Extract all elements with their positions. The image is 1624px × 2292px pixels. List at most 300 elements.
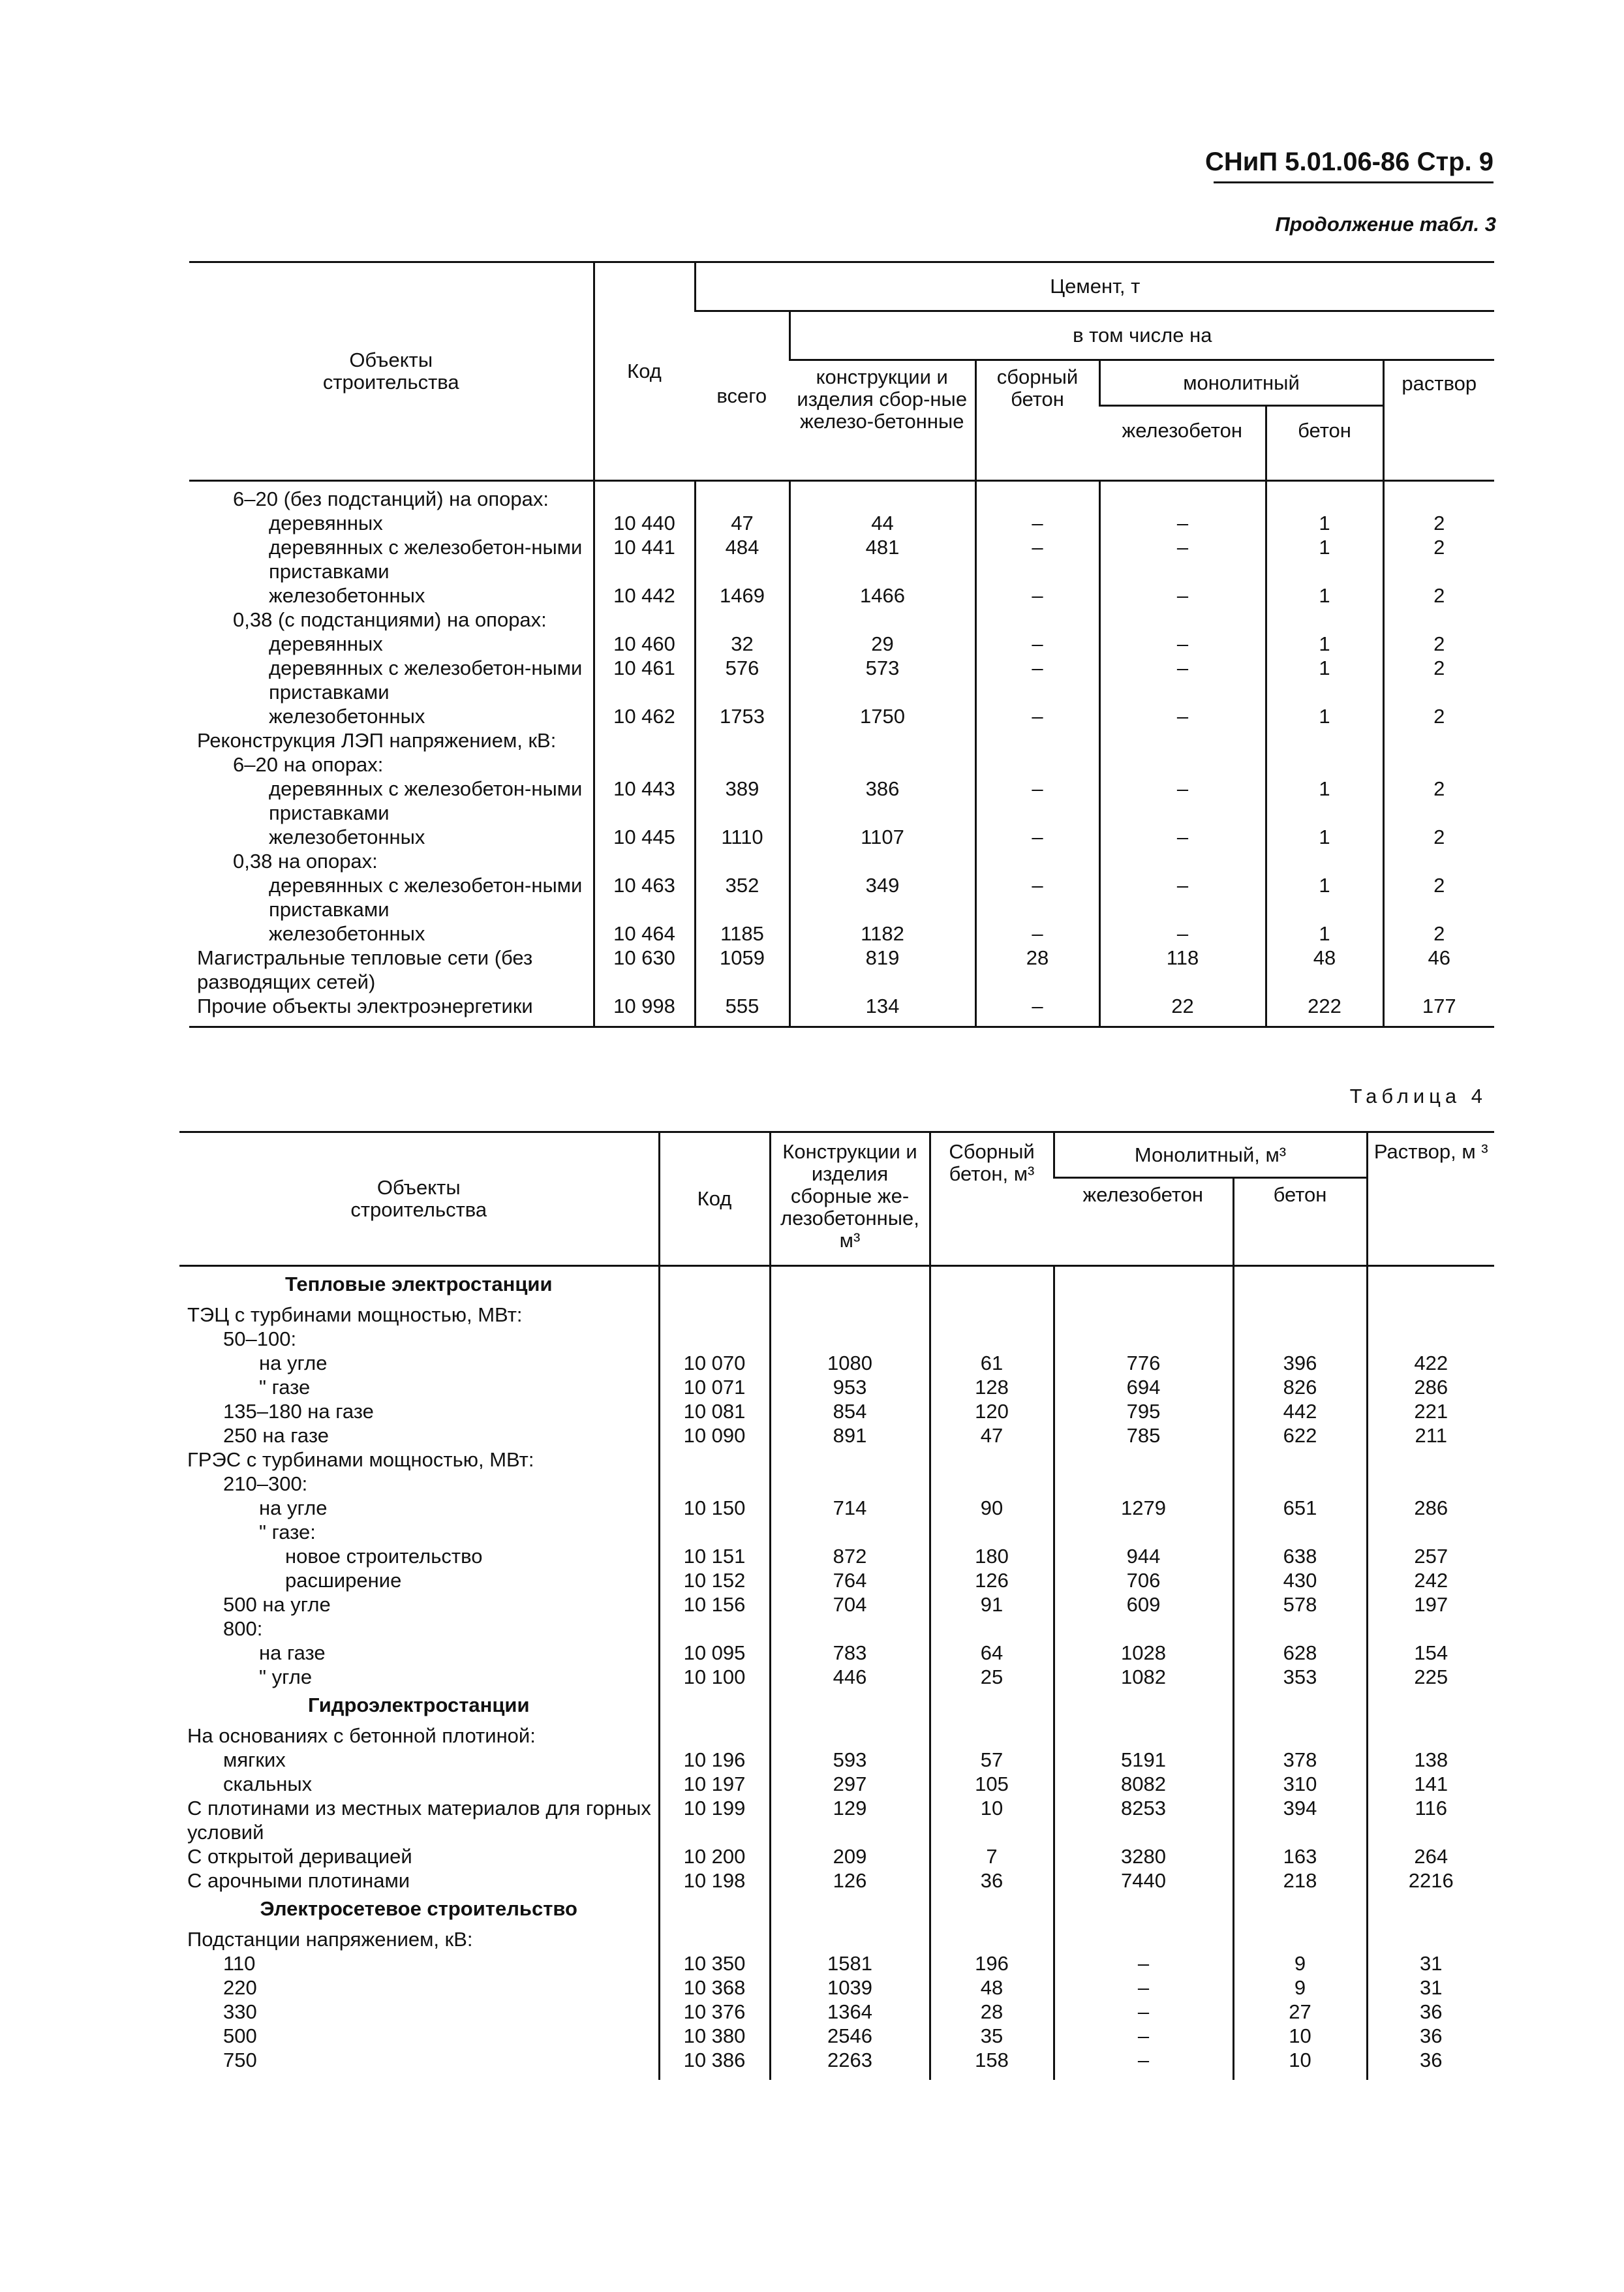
- value-cell: [1367, 1724, 1494, 1748]
- object-code: 10 198: [659, 1868, 770, 1893]
- object-name: деревянных с железобетон-ными приставками: [269, 777, 583, 824]
- table-row: [189, 994, 1494, 1027]
- value-cell: –: [975, 632, 1099, 656]
- header-including: в том числе на: [789, 311, 1494, 360]
- value-cell: [1367, 1303, 1494, 1327]
- value-cell: 158: [930, 2048, 1054, 2080]
- value-cell: [1054, 1927, 1233, 1951]
- header-precast: сборный бетон: [975, 360, 1099, 481]
- value-cell: –: [975, 535, 1099, 583]
- value-cell: 47: [695, 511, 789, 535]
- object-name: 6–20 (без подстанций) на опорах:: [233, 488, 549, 510]
- table-row: [179, 1423, 1494, 1448]
- value-cell: [1266, 728, 1383, 752]
- value-cell: 25: [930, 1665, 1054, 1689]
- object-name: железобетонных: [269, 922, 425, 945]
- object-code: 10 197: [659, 1772, 770, 1796]
- value-cell: [770, 1448, 930, 1472]
- value-cell: 694: [1054, 1375, 1233, 1399]
- object-code: [594, 849, 695, 873]
- value-cell: [1383, 481, 1494, 512]
- object-code: 10 440: [594, 511, 695, 535]
- object-code: 10 152: [659, 1568, 770, 1592]
- object-name: 6–20 на опорах:: [233, 753, 384, 776]
- value-cell: –: [975, 656, 1099, 704]
- object-code: 10 081: [659, 1399, 770, 1423]
- value-cell: 36: [1367, 2024, 1494, 2048]
- object-code: 10 376: [659, 2000, 770, 2024]
- value-cell: –: [975, 873, 1099, 921]
- value-cell: 48: [930, 1975, 1054, 2000]
- value-cell: [1266, 752, 1383, 777]
- value-cell: 349: [789, 873, 975, 921]
- value-cell: 1039: [770, 1975, 930, 2000]
- value-cell: 57: [930, 1748, 1054, 1772]
- value-cell: [1233, 1327, 1367, 1351]
- value-cell: 578: [1233, 1592, 1367, 1617]
- table-row: [189, 849, 1494, 873]
- value-cell: [770, 1689, 930, 1724]
- value-cell: 776: [1054, 1351, 1233, 1375]
- object-name: С арочными плотинами: [187, 1869, 410, 1892]
- header-concrete: бетон: [1266, 406, 1383, 481]
- value-cell: –: [975, 511, 1099, 535]
- value-cell: 1753: [695, 704, 789, 728]
- value-cell: –: [1099, 825, 1266, 849]
- value-cell: 819: [789, 946, 975, 994]
- object-code: 10 071: [659, 1375, 770, 1399]
- object-name: " газе:: [259, 1521, 316, 1543]
- value-cell: [1367, 1617, 1494, 1641]
- value-cell: [975, 608, 1099, 632]
- table-row: [189, 873, 1494, 921]
- value-cell: [1367, 1520, 1494, 1544]
- object-code: [659, 1689, 770, 1724]
- value-cell: –: [1054, 2000, 1233, 2024]
- value-cell: [1099, 728, 1266, 752]
- value-cell: 286: [1367, 1496, 1494, 1520]
- value-cell: 177: [1383, 994, 1494, 1027]
- value-cell: 1185: [695, 921, 789, 946]
- value-cell: [1054, 1724, 1233, 1748]
- value-cell: 118: [1099, 946, 1266, 994]
- value-cell: 196: [930, 1951, 1054, 1975]
- value-cell: 31: [1367, 1951, 1494, 1975]
- value-cell: [930, 1448, 1054, 1472]
- section-heading-row: [179, 1893, 1494, 1927]
- object-code: [659, 1724, 770, 1748]
- value-cell: 1028: [1054, 1641, 1233, 1665]
- object-code: 10 350: [659, 1951, 770, 1975]
- table-row: [179, 1544, 1494, 1568]
- value-cell: 1: [1266, 825, 1383, 849]
- value-cell: 1: [1266, 704, 1383, 728]
- value-cell: 128: [930, 1375, 1054, 1399]
- value-cell: 2: [1383, 656, 1494, 704]
- value-cell: 134: [789, 994, 975, 1027]
- value-cell: 2: [1383, 921, 1494, 946]
- value-cell: [1383, 728, 1494, 752]
- object-code: 10 463: [594, 873, 695, 921]
- value-cell: [1266, 849, 1383, 873]
- value-cell: 1581: [770, 1951, 930, 1975]
- value-cell: 628: [1233, 1641, 1367, 1665]
- object-name: 750: [223, 2049, 257, 2071]
- object-code: 10 199: [659, 1796, 770, 1844]
- value-cell: [930, 1327, 1054, 1351]
- value-cell: 1: [1266, 511, 1383, 535]
- value-cell: [789, 608, 975, 632]
- value-cell: 1: [1266, 583, 1383, 608]
- table-row: [179, 1748, 1494, 1772]
- value-cell: 1364: [770, 2000, 930, 2024]
- object-code: [659, 1893, 770, 1927]
- value-cell: 10: [1233, 2048, 1367, 2080]
- header-reinforced: железобетон: [1099, 406, 1266, 481]
- object-code: 10 443: [594, 777, 695, 825]
- table-row: [189, 704, 1494, 728]
- value-cell: 785: [1054, 1423, 1233, 1448]
- value-cell: [930, 1472, 1054, 1496]
- object-name: ТЭЦ с турбинами мощностью, МВт:: [187, 1303, 523, 1326]
- value-cell: 576: [695, 656, 789, 704]
- value-cell: 141: [1367, 1772, 1494, 1796]
- document-reference: СНиП 5.01.06-86 Стр. 9: [1205, 147, 1494, 176]
- object-code: 10 460: [594, 632, 695, 656]
- value-cell: 1182: [789, 921, 975, 946]
- object-code: 10 090: [659, 1423, 770, 1448]
- value-cell: [770, 1520, 930, 1544]
- value-cell: 1: [1266, 777, 1383, 825]
- object-code: [594, 728, 695, 752]
- table-row: [189, 535, 1494, 583]
- value-cell: [789, 728, 975, 752]
- value-cell: [1054, 1448, 1233, 1472]
- header-code: Код: [659, 1132, 770, 1266]
- value-cell: [789, 752, 975, 777]
- value-cell: 22: [1099, 994, 1266, 1027]
- value-cell: 396: [1233, 1351, 1367, 1375]
- value-cell: 36: [1367, 2000, 1494, 2024]
- value-cell: [1233, 1893, 1367, 1927]
- value-cell: 1466: [789, 583, 975, 608]
- object-name: С открытой деривацией: [187, 1845, 412, 1868]
- value-cell: [930, 1266, 1054, 1303]
- value-cell: [770, 1303, 930, 1327]
- object-name: расширение: [285, 1569, 402, 1592]
- value-cell: [1099, 481, 1266, 512]
- value-cell: 8082: [1054, 1772, 1233, 1796]
- header-monolithic: Монолитный, м³: [1054, 1132, 1367, 1178]
- table-row: [189, 583, 1494, 608]
- value-cell: 2263: [770, 2048, 930, 2080]
- object-code: [594, 752, 695, 777]
- value-cell: [695, 752, 789, 777]
- table-4-title: Таблица 4: [1349, 1085, 1487, 1107]
- value-cell: 481: [789, 535, 975, 583]
- value-cell: [930, 1303, 1054, 1327]
- object-code: 10 441: [594, 535, 695, 583]
- object-code: 10 442: [594, 583, 695, 608]
- table-continuation-note: Продолжение табл. 3: [1275, 213, 1496, 236]
- object-code: 10 998: [594, 994, 695, 1027]
- value-cell: 1110: [695, 825, 789, 849]
- value-cell: 209: [770, 1844, 930, 1868]
- value-cell: 609: [1054, 1592, 1233, 1617]
- object-name: ГРЭС с турбинами мощностью, МВт:: [187, 1448, 534, 1471]
- table-row: [179, 1951, 1494, 1975]
- value-cell: 47: [930, 1423, 1054, 1448]
- value-cell: [770, 1327, 930, 1351]
- value-cell: [1367, 1689, 1494, 1724]
- value-cell: 704: [770, 1592, 930, 1617]
- value-cell: 1080: [770, 1351, 930, 1375]
- value-cell: 35: [930, 2024, 1054, 2048]
- value-cell: [975, 849, 1099, 873]
- value-cell: 44: [789, 511, 975, 535]
- table-row: [179, 1568, 1494, 1592]
- value-cell: –: [1054, 2024, 1233, 2048]
- value-cell: 389: [695, 777, 789, 825]
- object-code: [594, 608, 695, 632]
- value-cell: 442: [1233, 1399, 1367, 1423]
- object-code: [659, 1303, 770, 1327]
- object-code: 10 151: [659, 1544, 770, 1568]
- table-row: [189, 921, 1494, 946]
- value-cell: [1054, 1893, 1233, 1927]
- value-cell: –: [1054, 1951, 1233, 1975]
- value-cell: 9: [1233, 1975, 1367, 2000]
- value-cell: [695, 608, 789, 632]
- table-row: [179, 1592, 1494, 1617]
- value-cell: [930, 1617, 1054, 1641]
- object-code: 10 100: [659, 1665, 770, 1689]
- value-cell: 1: [1266, 632, 1383, 656]
- object-code: [594, 481, 695, 512]
- table-row: [179, 1868, 1494, 1893]
- value-cell: 430: [1233, 1568, 1367, 1592]
- value-cell: 706: [1054, 1568, 1233, 1592]
- value-cell: 2: [1383, 873, 1494, 921]
- table-row: [189, 511, 1494, 535]
- value-cell: 27: [1233, 2000, 1367, 2024]
- value-cell: –: [1099, 656, 1266, 704]
- header-concrete: бетон: [1233, 1178, 1367, 1266]
- table-row: [179, 1472, 1494, 1496]
- value-cell: 944: [1054, 1544, 1233, 1568]
- value-cell: 297: [770, 1772, 930, 1796]
- value-cell: [695, 849, 789, 873]
- value-cell: [1054, 1327, 1233, 1351]
- object-name: на угле: [259, 1352, 328, 1374]
- value-cell: –: [975, 704, 1099, 728]
- value-cell: 622: [1233, 1423, 1367, 1448]
- table-row: [189, 632, 1494, 656]
- value-cell: [789, 849, 975, 873]
- table-row: [179, 1520, 1494, 1544]
- value-cell: 116: [1367, 1796, 1494, 1844]
- table-row: [179, 1927, 1494, 1951]
- value-cell: [1367, 1927, 1494, 1951]
- value-cell: 854: [770, 1399, 930, 1423]
- value-cell: 90: [930, 1496, 1054, 1520]
- value-cell: [1233, 1617, 1367, 1641]
- object-code: [659, 1266, 770, 1303]
- table-row: [189, 777, 1494, 825]
- value-cell: 64: [930, 1641, 1054, 1665]
- object-code: 10 196: [659, 1748, 770, 1772]
- value-cell: 211: [1367, 1423, 1494, 1448]
- value-cell: [1233, 1927, 1367, 1951]
- object-code: 10 380: [659, 2024, 770, 2048]
- value-cell: 1469: [695, 583, 789, 608]
- value-cell: 154: [1367, 1641, 1494, 1665]
- object-name: деревянных: [269, 632, 383, 655]
- value-cell: 286: [1367, 1375, 1494, 1399]
- value-cell: 129: [770, 1796, 930, 1844]
- value-cell: [1367, 1893, 1494, 1927]
- object-code: 10 445: [594, 825, 695, 849]
- object-name: 110: [223, 1952, 256, 1975]
- value-cell: 2: [1383, 704, 1494, 728]
- value-cell: 32: [695, 632, 789, 656]
- value-cell: 2: [1383, 825, 1494, 849]
- value-cell: [1054, 1303, 1233, 1327]
- value-cell: –: [1099, 535, 1266, 583]
- value-cell: 29: [789, 632, 975, 656]
- object-code: 10 386: [659, 2048, 770, 2080]
- value-cell: [770, 1472, 930, 1496]
- object-code: 10 156: [659, 1592, 770, 1617]
- object-name: деревянных с железобетон-ными приставками: [269, 536, 583, 583]
- object-code: [659, 1327, 770, 1351]
- value-cell: 242: [1367, 1568, 1494, 1592]
- object-name: новое строительство: [285, 1545, 483, 1568]
- table-row: [179, 1399, 1494, 1423]
- header-rule: [1214, 181, 1494, 183]
- value-cell: 1082: [1054, 1665, 1233, 1689]
- value-cell: 783: [770, 1641, 930, 1665]
- header-cement: Цемент, т: [695, 262, 1494, 311]
- value-cell: [1054, 1520, 1233, 1544]
- value-cell: 2: [1383, 535, 1494, 583]
- value-cell: [770, 1893, 930, 1927]
- table-row: [179, 1772, 1494, 1796]
- value-cell: [930, 1520, 1054, 1544]
- value-cell: –: [1054, 1975, 1233, 2000]
- table-3: [189, 261, 1494, 1028]
- value-cell: [789, 481, 975, 512]
- value-cell: [930, 1927, 1054, 1951]
- table-row: [179, 1617, 1494, 1641]
- object-code: 10 070: [659, 1351, 770, 1375]
- value-cell: 651: [1233, 1496, 1367, 1520]
- value-cell: 1107: [789, 825, 975, 849]
- value-cell: [1233, 1303, 1367, 1327]
- table-row: [189, 825, 1494, 849]
- value-cell: [975, 481, 1099, 512]
- value-cell: 484: [695, 535, 789, 583]
- value-cell: 1: [1266, 921, 1383, 946]
- value-cell: [1266, 481, 1383, 512]
- value-cell: –: [1099, 583, 1266, 608]
- object-name: 135–180 на газе: [223, 1400, 374, 1423]
- value-cell: 764: [770, 1568, 930, 1592]
- value-cell: 197: [1367, 1592, 1494, 1617]
- object-name: 500 на угле: [223, 1593, 331, 1616]
- value-cell: 225: [1367, 1665, 1494, 1689]
- value-cell: 872: [770, 1544, 930, 1568]
- value-cell: 120: [930, 1399, 1054, 1423]
- object-name: железобетонных: [269, 705, 425, 728]
- section-heading-row: [179, 1689, 1494, 1724]
- value-cell: [1233, 1520, 1367, 1544]
- value-cell: 3280: [1054, 1844, 1233, 1868]
- value-cell: 714: [770, 1496, 930, 1520]
- value-cell: 1750: [789, 704, 975, 728]
- value-cell: 422: [1367, 1351, 1494, 1375]
- value-cell: [1054, 1617, 1233, 1641]
- object-name: на газе: [259, 1641, 326, 1664]
- value-cell: [1383, 752, 1494, 777]
- object-name: деревянных с железобетон-ными приставками: [269, 874, 583, 921]
- value-cell: [1099, 608, 1266, 632]
- object-name: " угле: [259, 1665, 313, 1688]
- object-name: 800:: [223, 1617, 263, 1640]
- value-cell: 36: [930, 1868, 1054, 1893]
- object-name: Подстанции напряжением, кВ:: [187, 1928, 473, 1951]
- object-name: Реконструкция ЛЭП напряжением, кВ:: [197, 729, 557, 752]
- object-name: С плотинами из местных материалов для горных условий: [187, 1797, 651, 1844]
- value-cell: [930, 1724, 1054, 1748]
- object-name: железобетонных: [269, 584, 425, 607]
- value-cell: 555: [695, 994, 789, 1027]
- table-row: [179, 2048, 1494, 2080]
- value-cell: 795: [1054, 1399, 1233, 1423]
- value-cell: 28: [975, 946, 1099, 994]
- object-code: 10 200: [659, 1844, 770, 1868]
- value-cell: 2216: [1367, 1868, 1494, 1893]
- object-code: 10 461: [594, 656, 695, 704]
- table-row: [179, 2000, 1494, 2024]
- section-heading: Электросетевое строительство: [260, 1897, 577, 1920]
- value-cell: [1054, 1266, 1233, 1303]
- value-cell: [1233, 1472, 1367, 1496]
- value-cell: 2546: [770, 2024, 930, 2048]
- value-cell: [770, 1617, 930, 1641]
- object-code: 10 462: [594, 704, 695, 728]
- object-code: 10 368: [659, 1975, 770, 2000]
- value-cell: 638: [1233, 1544, 1367, 1568]
- value-cell: 352: [695, 873, 789, 921]
- table-row: [179, 1375, 1494, 1399]
- header-monolithic: монолитный: [1099, 360, 1383, 406]
- object-code: 10 150: [659, 1496, 770, 1520]
- table-row: [179, 1327, 1494, 1351]
- value-cell: 378: [1233, 1748, 1367, 1772]
- header-reinforced: железобетон: [1054, 1178, 1233, 1266]
- value-cell: 953: [770, 1375, 930, 1399]
- value-cell: –: [975, 994, 1099, 1027]
- object-name: Магистральные тепловые сети (без разводящих сетей): [197, 946, 533, 993]
- object-code: 10 095: [659, 1641, 770, 1665]
- value-cell: 126: [930, 1568, 1054, 1592]
- value-cell: 8253: [1054, 1796, 1233, 1844]
- value-cell: 2: [1383, 583, 1494, 608]
- value-cell: 394: [1233, 1796, 1367, 1844]
- value-cell: [1383, 849, 1494, 873]
- value-cell: 1: [1266, 873, 1383, 921]
